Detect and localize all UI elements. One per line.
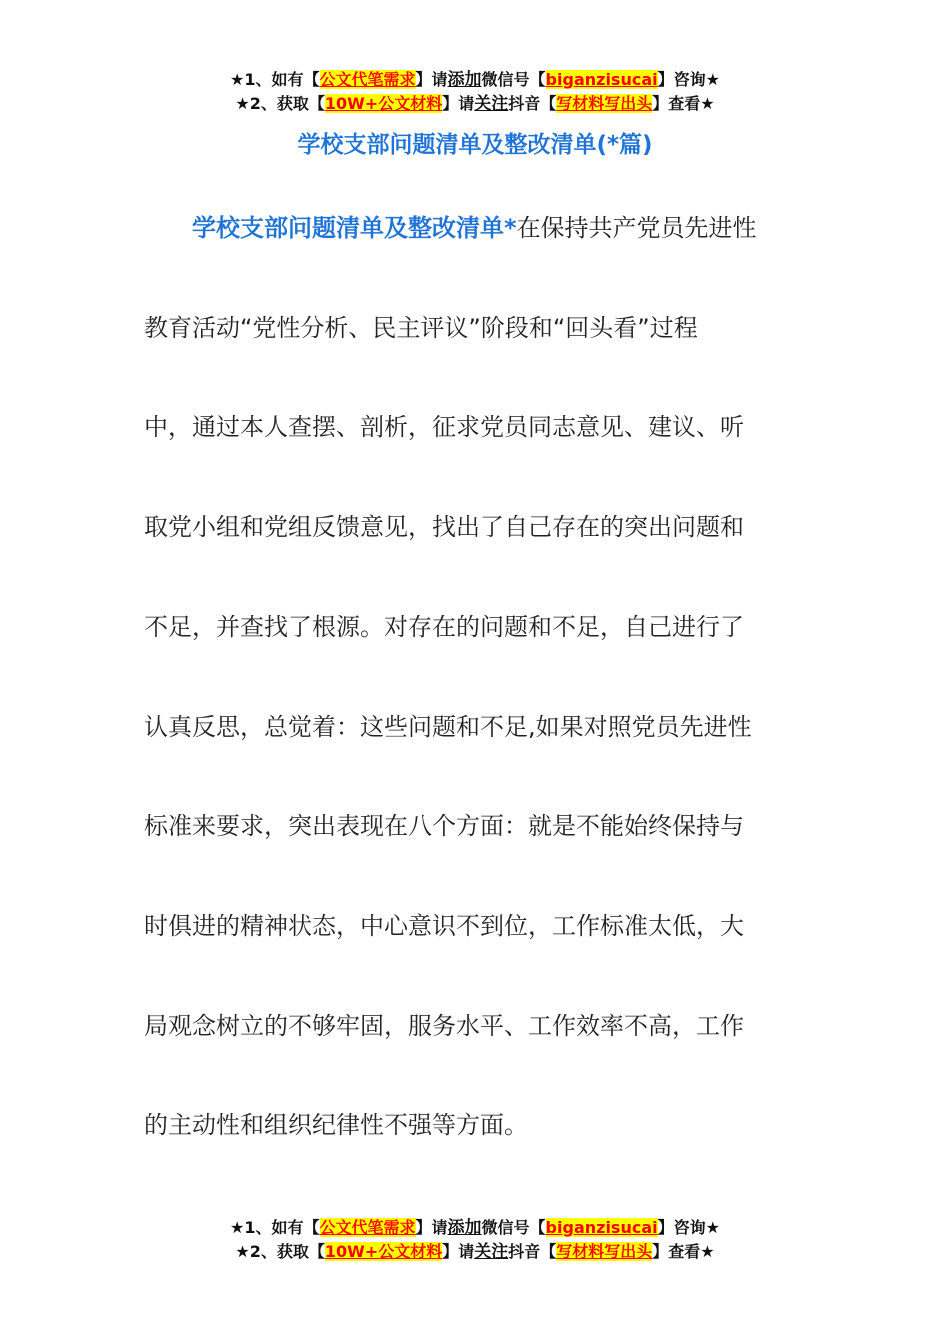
banner-text: 微信号【	[481, 1218, 546, 1237]
highlight-wechat-id: biganzisucai	[545, 1218, 658, 1237]
highlight-douyin: 写材料写出头	[556, 1242, 653, 1261]
underlined-text: 关注	[474, 94, 509, 114]
highlight-douyin: 写材料写出头	[556, 94, 653, 113]
highlight-service: 公文代笔需求	[319, 70, 416, 89]
banner-text: ★2、获取【	[235, 1242, 325, 1261]
highlight-wechat-id: biganzisucai	[545, 70, 658, 89]
banner-line-1	[0, 1216, 950, 1240]
document-title: 学校支部问题清单及整改清单(*篇)	[297, 132, 653, 158]
banner-text: 】查看★	[652, 1242, 715, 1261]
highlight-service: 公文代笔需求	[319, 1218, 416, 1237]
banner-text: 】请	[442, 94, 475, 113]
highlight-materials: 10W+公文材料	[324, 1242, 443, 1261]
paragraph-line: 教育活动“党性分析、民主评议”阶段和“回头看”过程	[144, 313, 698, 342]
banner-text: 】咨询★	[657, 1218, 720, 1237]
banner-text: 】查看★	[652, 94, 715, 113]
paragraph-line: 取党小组和党组反馈意见，找出了自己存在的突出问题和	[144, 513, 744, 542]
banner-text: 】咨询★	[657, 70, 720, 89]
paragraph-line: 局观念树立的不够牢固，服务水平、工作效率不高，工作	[144, 1011, 744, 1040]
banner-text: ★2、获取【	[235, 94, 325, 113]
underlined-text: 添加	[447, 70, 482, 90]
highlight-materials: 10W+公文材料	[324, 94, 443, 113]
banner-text: 】请	[415, 70, 448, 89]
banner-text: 】请	[415, 1218, 448, 1237]
banner-line-1	[0, 68, 950, 92]
banner-text: ★1、如有【	[230, 1218, 320, 1237]
paragraph-line: 标准来要求，突出表现在八个方面：就是不能始终保持与	[144, 812, 744, 841]
paragraph-line: 的主动性和组织纪律性不强等方面。	[144, 1111, 528, 1140]
paragraph-line: 认真反思，总觉着：这些问题和不足,如果对照党员先进性	[144, 712, 752, 741]
banner-text: 抖音【	[508, 1242, 557, 1261]
paragraph-line: 中，通过本人查摆、剖析，征求党员同志意见、建议、听	[144, 413, 744, 442]
underlined-text: 添加	[447, 1218, 482, 1238]
paragraph-line	[144, 204, 804, 254]
banner-line-2	[0, 92, 950, 116]
banner-text: 微信号【	[481, 70, 546, 89]
inline-title: 学校支部问题清单及整改清单*	[192, 214, 517, 242]
paragraph-line: 不足，并查找了根源。对存在的问题和不足，自己进行了	[144, 612, 744, 641]
banner-text: ★1、如有【	[230, 70, 320, 89]
body-paragraph	[144, 204, 804, 1201]
line-text: 在保持共产党员先进性	[516, 214, 757, 242]
banner-text: 】请	[442, 1242, 475, 1261]
underlined-text: 关注	[474, 1242, 509, 1262]
banner-text: 抖音【	[508, 94, 557, 113]
banner-line-2	[0, 1240, 950, 1264]
paragraph-line: 时俱进的精神状态，中心意识不到位，工作标准太低，大	[144, 911, 744, 940]
header-banner	[0, 68, 950, 116]
footer-banner	[0, 1216, 950, 1264]
